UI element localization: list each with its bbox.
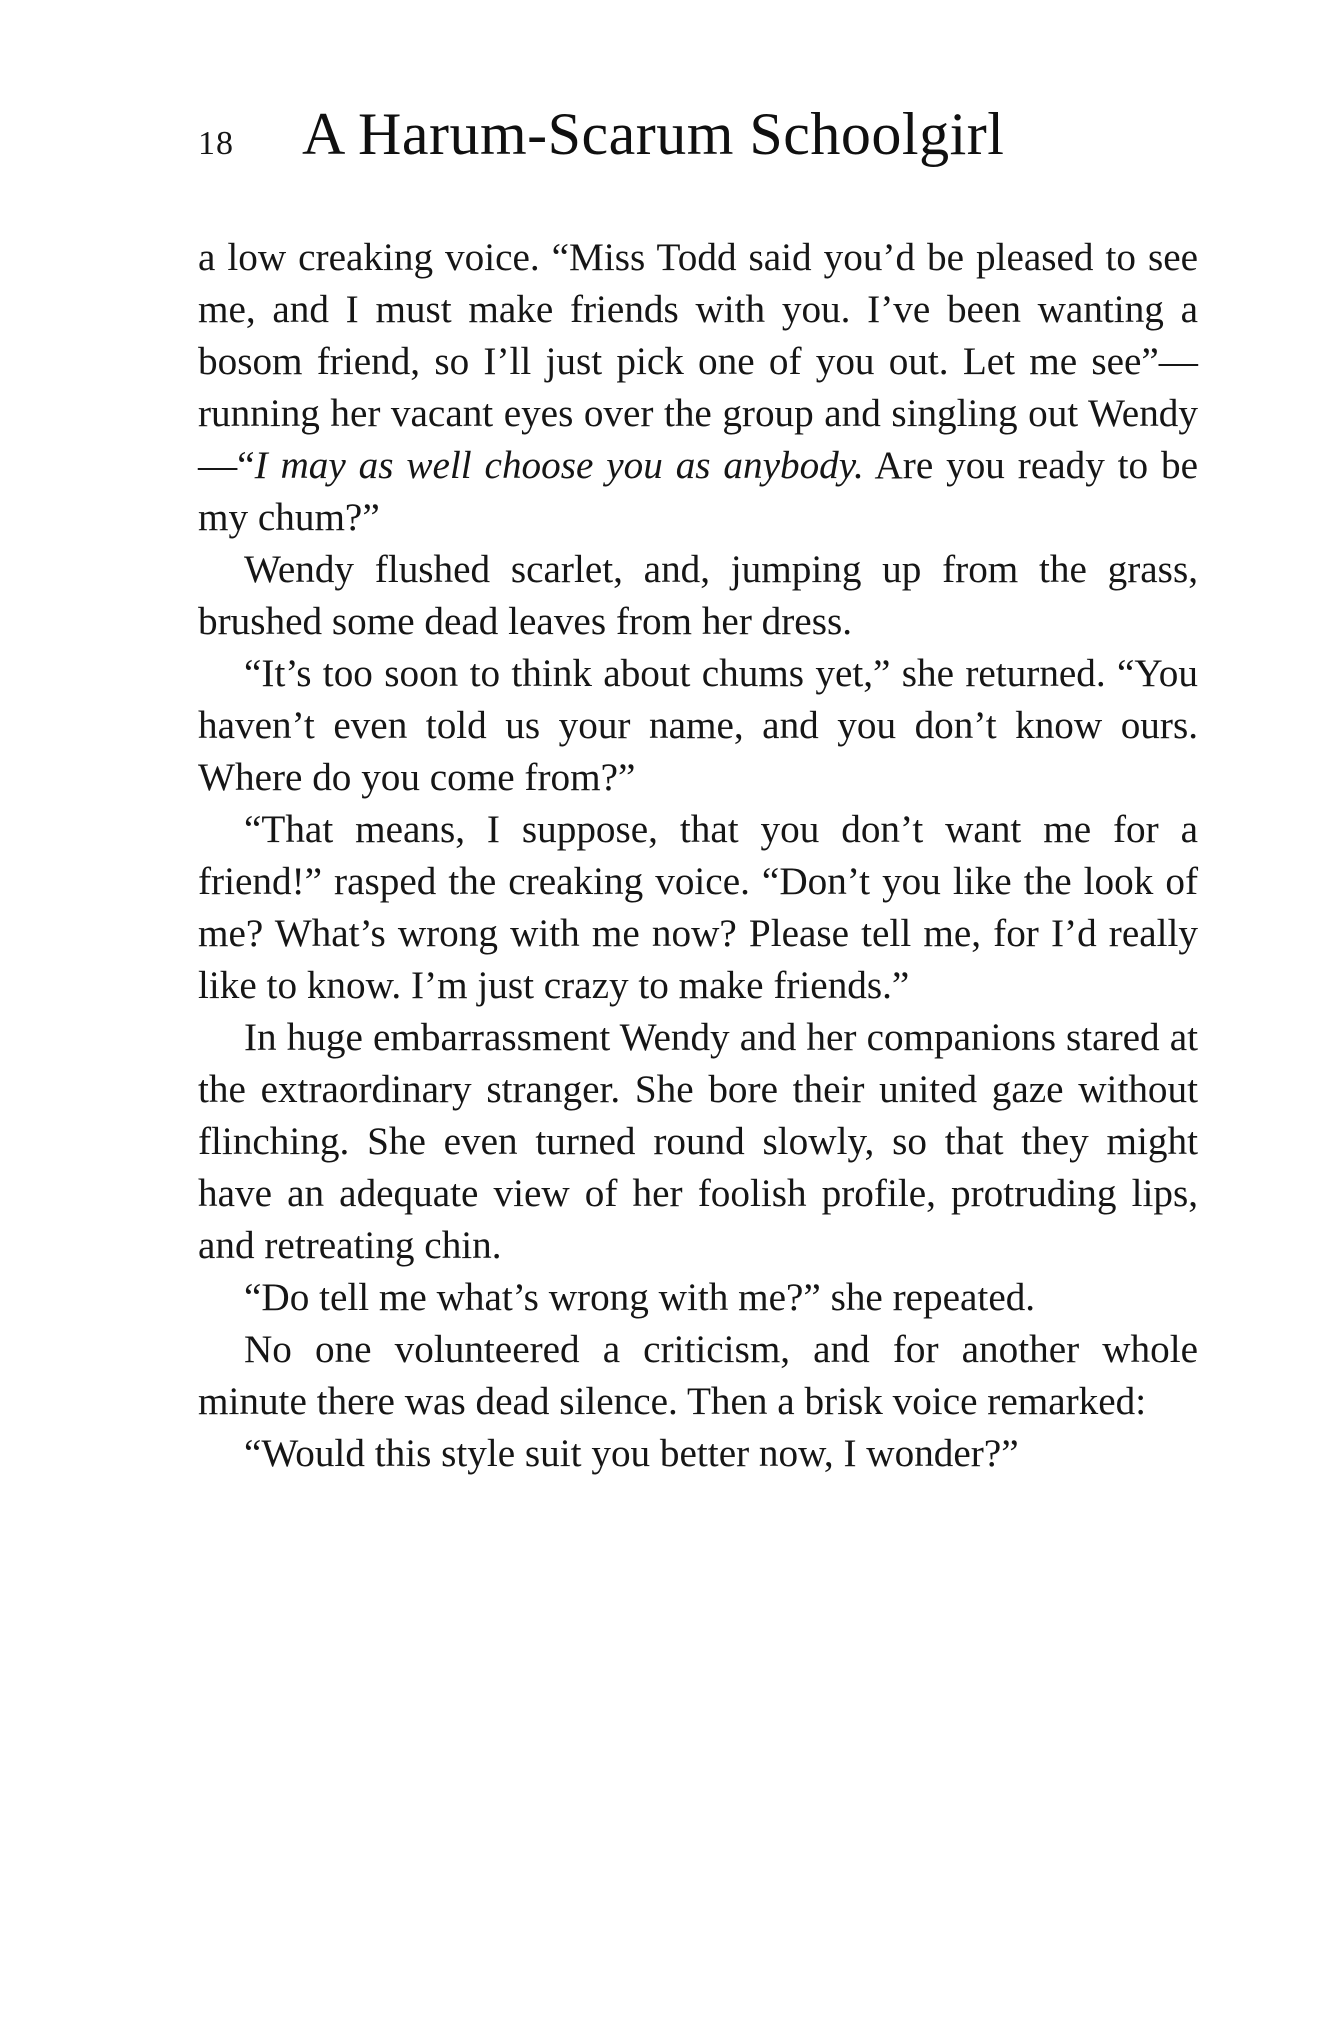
book-title: A Harum-Scarum Schoolgirl xyxy=(302,101,1005,167)
paragraph-1-text-before: a low creaking voice. “Miss Todd said you’d be pleased to see me, and I must make friends with you. I’ve been wanting a bosom friend, so I’ll just pick one of you out. Let me see”—running her vacant eyes over the group and singling out Wendy—“ xyxy=(198,236,1198,487)
paragraph-1-italic-text: I may as well choose you as anybody. xyxy=(254,444,864,487)
book-page xyxy=(198,100,1198,1480)
running-head xyxy=(198,100,1198,192)
paragraph-1-text-after: Are you ready to be my chum?” xyxy=(198,444,1198,539)
paragraph-1 xyxy=(198,232,1198,544)
paragraph-3: “It’s too soon to think about chums yet,” she returned. “You haven’t even told us your name, and you don’t know ours. Where do you come from?” xyxy=(198,652,1198,799)
paragraph-6: “Do tell me what’s wrong with me?” she repeated. xyxy=(244,1276,1036,1319)
paragraph-8: “Would this style suit you better now, I wonder?” xyxy=(244,1432,1019,1475)
paragraph-2: Wendy flushed scarlet, and, jumping up from the grass, brushed some dead leaves from her dress. xyxy=(198,548,1198,643)
page-number: 18 xyxy=(198,125,234,162)
paragraph-4: “That means, I suppose, that you don’t want me for a friend!” rasped the creaking voice. “Don’t you like the look of me? What’s wrong with me now? Please tell me, for I’d really like to know. I’m just crazy to make friends.” xyxy=(198,808,1198,1007)
body-text xyxy=(198,232,1198,1480)
paragraph-5: In huge embarrassment Wendy and her companions stared at the extraordinary stranger. She bore their united gaze without flinching. She even turned round slowly, so that they might have an adequate view of her foolish profile, protruding lips, and retreating chin. xyxy=(198,1016,1198,1267)
paragraph-7: No one volunteered a criticism, and for another whole minute there was dead silence. Then a brisk voice remarked: xyxy=(198,1328,1198,1423)
